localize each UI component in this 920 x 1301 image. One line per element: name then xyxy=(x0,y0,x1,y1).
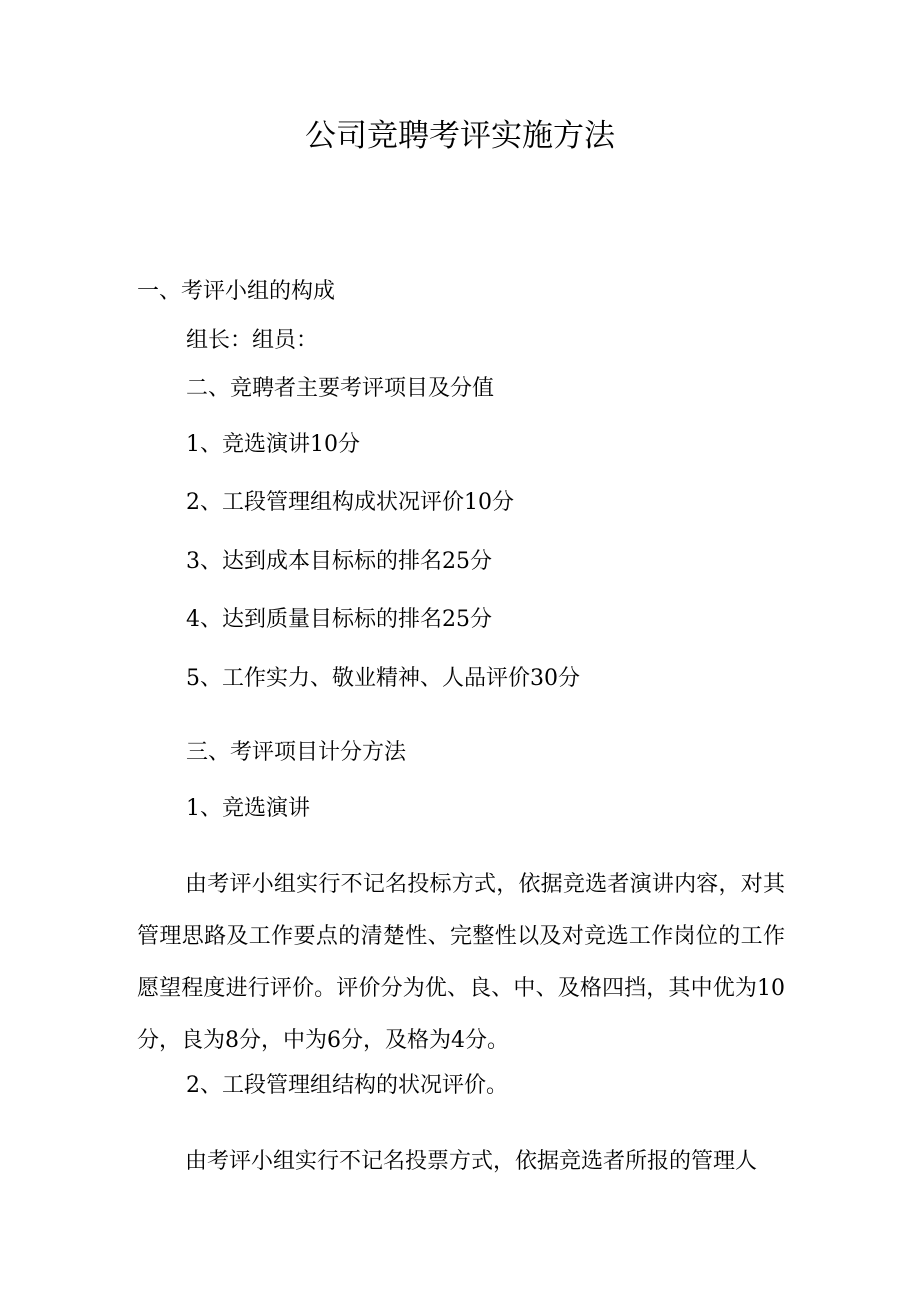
section-3-sub-2-paragraph: 由考评小组实行不记名投票方式，依据竞选者所报的管理人 xyxy=(185,1149,758,1174)
section-2-heading: 二、竞聘者主要考评项目及分值 xyxy=(186,376,495,401)
section-3-sub-1-heading: 1、竞选演讲 xyxy=(186,796,310,821)
score-item-1: 1、竞选演讲10分 xyxy=(186,432,360,457)
section-3-sub-1-paragraph: 由考评小组实行不记名投标方式，依据竞选者演讲内容，对其管理思路及工作要点的清楚性、完整性以及对竞选工作岗位的工作愿望程度进行评价。评价分为优、良、中、及格四挡，其中优为10分，良为8分，中为6分，及格为4分。 xyxy=(137,872,785,1053)
score-item-5: 5、工作实力、敬业精神、人品评价30分 xyxy=(186,666,580,691)
section-3-heading: 三、考评项目计分方法 xyxy=(186,740,407,765)
section-1-heading: 一、考评小组的构成 xyxy=(137,279,336,304)
score-item-3: 3、达到成本目标标的排名25分 xyxy=(186,549,492,574)
section-1-members: 组长：组员： xyxy=(186,328,319,353)
document-title: 公司竞聘考评实施方法 xyxy=(305,118,615,154)
score-item-4: 4、达到质量目标标的排名25分 xyxy=(186,607,492,632)
section-3-sub-2-heading: 2、工段管理组结构的状况评价。 xyxy=(186,1073,508,1098)
score-item-2: 2、工段管理组构成状况评价10分 xyxy=(186,490,514,515)
